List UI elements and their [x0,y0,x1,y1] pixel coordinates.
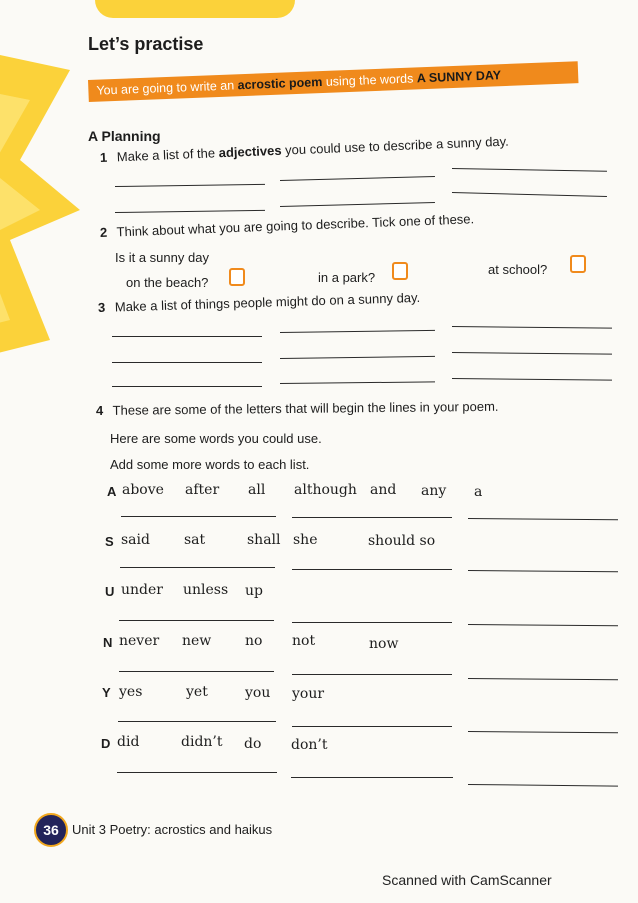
word: under [121,582,163,598]
answer-line[interactable] [280,356,435,359]
question-2-sub: Is it a sunny day [115,250,209,265]
option-beach-checkbox[interactable] [229,268,245,286]
answer-line[interactable] [118,721,276,722]
question-1-number: 1 [99,149,108,165]
question-4-line-2: Here are some words you could use. [110,431,322,446]
option-school-checkbox[interactable] [570,255,586,273]
word: don’t [291,737,328,753]
answer-line[interactable] [117,772,277,773]
word: do [244,736,262,752]
word: a [474,484,483,500]
answer-line[interactable] [452,326,612,329]
answer-line[interactable] [119,620,274,621]
row-letter: S [105,534,114,549]
answer-line[interactable] [291,777,453,778]
answer-line[interactable] [121,516,276,517]
answer-line[interactable] [452,168,607,172]
row-letter: D [101,736,111,751]
word: and [370,482,397,498]
option-park-checkbox[interactable] [392,262,408,280]
answer-line[interactable] [292,674,452,675]
answer-line[interactable] [468,518,618,520]
question-1-text-a: Make a list of the [116,145,216,165]
answer-line[interactable] [468,570,618,572]
answer-line[interactable] [452,352,612,355]
banner-text-2: acrostic poem [237,75,323,93]
banner-text-3: using the words [325,71,414,89]
question-2 [100,211,475,240]
answer-line[interactable] [468,678,618,680]
word: you [245,685,271,701]
section-title: A Planning [88,128,161,144]
answer-line[interactable] [452,192,607,197]
word: shall [247,532,281,548]
sun-top-decoration [95,0,295,18]
answer-line[interactable] [292,622,452,623]
page-heading: Let’s practise [88,34,204,54]
answer-line[interactable] [452,378,612,381]
option-park-label: in a park? [318,270,376,285]
option-school-label: at school? [488,262,548,277]
answer-line[interactable] [468,784,618,787]
word: no [245,633,263,649]
answer-line[interactable] [468,624,618,626]
answer-line[interactable] [115,210,265,213]
page-number-badge: 36 [34,813,68,847]
answer-line[interactable] [292,517,452,518]
word: said [121,532,150,548]
word: yet [186,684,208,700]
answer-line[interactable] [120,567,275,568]
answer-line[interactable] [280,176,435,181]
row-letter: U [105,584,115,599]
answer-line[interactable] [112,336,262,337]
answer-line[interactable] [280,202,435,207]
word: sat [184,532,206,548]
word: yes [119,684,143,700]
question-3 [98,290,421,315]
word: did [117,734,140,750]
word: unless [183,582,229,598]
answer-line[interactable] [280,330,435,333]
question-4 [96,399,499,418]
question-1-bold: adjectives [218,142,282,161]
question-2-text: Think about what you are going to describe. Tick one of these. [116,211,475,240]
answer-line[interactable] [112,386,262,387]
answer-line[interactable] [280,381,435,384]
word: all [248,482,266,498]
word: not [292,633,316,649]
unit-footer: Unit 3 Poetry: acrostics and haikus [72,822,273,837]
answer-line[interactable] [115,184,265,187]
answer-line[interactable] [119,671,274,672]
word: now [369,636,399,652]
word: should so [368,533,436,549]
question-4-number: 4 [95,402,104,418]
row-letter: Y [102,685,111,700]
answer-line[interactable] [292,726,452,727]
banner-text-1: You are going to write an [96,78,235,98]
question-1-text-b: you could use to describe a sunny day. [284,133,510,158]
question-4-line-3: Add some more words to each list. [110,457,310,472]
row-letter: N [103,635,113,650]
question-3-text: Make a list of things people might do on a sunny day. [114,289,421,315]
word: your [292,686,325,702]
question-3-number: 3 [97,299,106,315]
task-banner [88,61,578,102]
word: she [293,532,318,548]
word: although [294,482,357,498]
option-beach-label: on the beach? [126,275,209,290]
word: up [245,583,263,599]
word: new [182,633,212,649]
question-2-number: 2 [99,224,108,240]
banner-text-4: A SUNNY DAY [416,68,502,86]
word: didn’t [181,734,223,750]
word: above [122,482,164,498]
sun-decoration [0,40,80,370]
answer-line[interactable] [292,569,452,570]
scanner-watermark: Scanned with CamScanner [382,872,552,888]
word: after [185,482,220,498]
row-letter: A [107,484,117,499]
word: any [421,483,447,499]
answer-line[interactable] [468,731,618,733]
question-4-text: These are some of the letters that will begin the lines in your poem. [112,398,499,418]
word: never [119,633,160,649]
question-1 [100,134,509,165]
answer-line[interactable] [112,362,262,363]
